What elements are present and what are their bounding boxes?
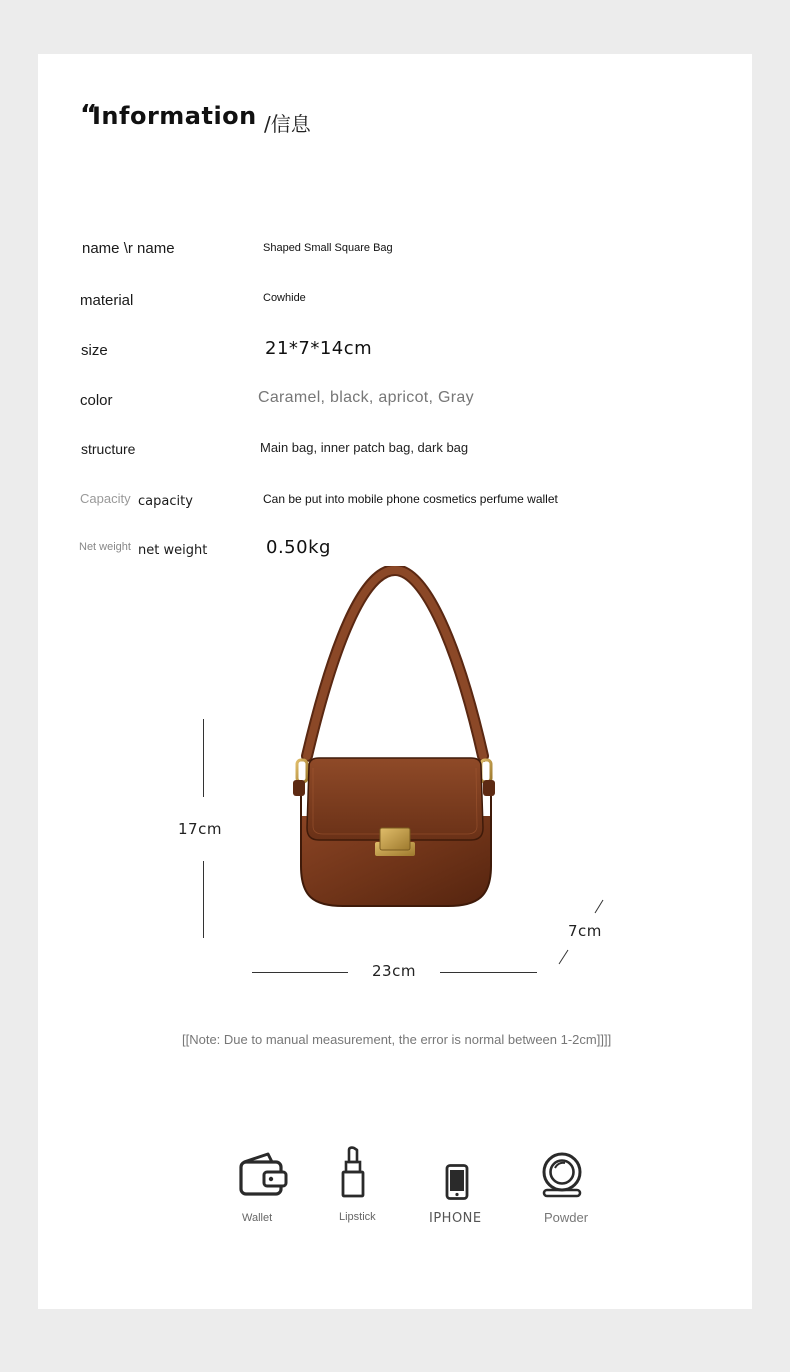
measurement-note: [[Note: Due to manual measurement, the error is normal between 1-2cm]]]]: [182, 1032, 612, 1047]
spec-structure-value: Main bag, inner patch bag, dark bag: [260, 440, 469, 455]
height-line-top: [203, 719, 204, 797]
spec-weight-value: 0.50kg: [266, 537, 331, 558]
width-dimension-label: 23cm: [372, 962, 416, 980]
lipstick-item: [340, 1146, 366, 1203]
height-dimension-label: 17cm: [178, 820, 222, 838]
spec-color-label: color: [80, 392, 113, 409]
spec-name-value: Shaped Small Square Bag: [263, 242, 393, 254]
lipstick-label: Lipstick: [339, 1211, 376, 1223]
wallet-icon: [238, 1152, 292, 1198]
spec-material-label: material: [80, 292, 134, 309]
handbag-product-image: [283, 566, 513, 918]
height-line-bottom: [203, 861, 204, 938]
heading-quote-mark: “: [80, 100, 98, 130]
width-line-left: [252, 972, 348, 973]
spec-weight-label: net weight: [138, 543, 208, 558]
powder-label: Powder: [544, 1210, 589, 1225]
spec-material-value: Cowhide: [263, 292, 306, 304]
spec-capacity-value: Can be put into mobile phone cosmetics perfume wallet: [263, 492, 558, 506]
spec-size-value: 21*7*14cm: [265, 338, 373, 359]
spec-color-value: Caramel, black, apricot, Gray: [258, 389, 474, 406]
heading-subtitle: /信息: [264, 112, 311, 136]
compact-powder-icon: [540, 1152, 584, 1198]
spec-weight-ghost-label: Net weight: [79, 541, 131, 553]
phone-label: IPHONE: [429, 1211, 482, 1226]
spec-structure-label: structure: [81, 441, 136, 457]
phone-icon: [445, 1164, 469, 1200]
phone-item: [445, 1164, 469, 1205]
spec-size-label: size: [81, 342, 108, 359]
info-card: [38, 54, 752, 1309]
powder-item: [540, 1152, 584, 1203]
spec-name-label: name \r name: [82, 240, 175, 257]
wallet-label: Wallet: [242, 1212, 273, 1224]
heading-title: Information: [92, 102, 257, 130]
width-line-right: [440, 972, 537, 973]
spec-capacity-ghost-label: Capacity: [80, 491, 131, 506]
wallet-item: [238, 1152, 292, 1203]
spec-capacity-label: capacity: [138, 494, 193, 509]
lipstick-icon: [340, 1146, 366, 1198]
depth-dimension-label: 7cm: [568, 922, 602, 940]
